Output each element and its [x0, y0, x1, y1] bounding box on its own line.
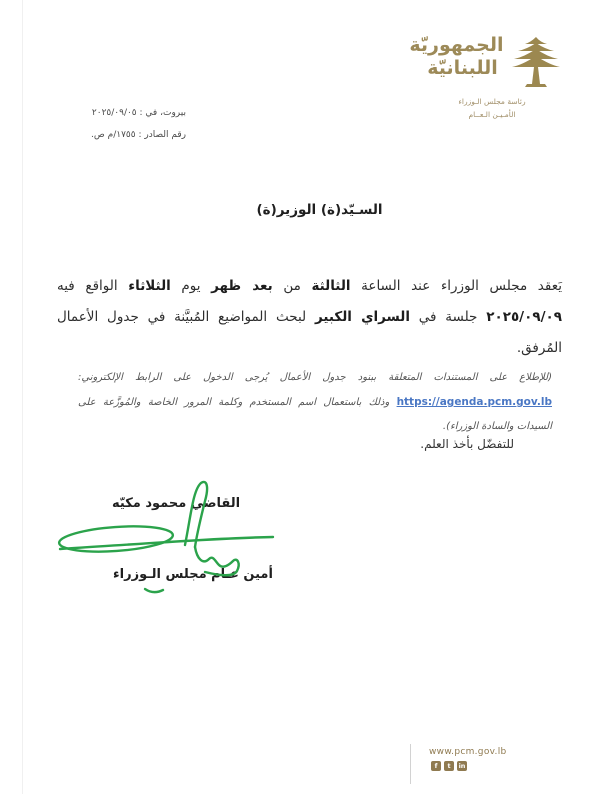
footer-divider — [410, 744, 411, 784]
signatory-title: أمين عـام مجلس الـوزراء — [113, 567, 273, 582]
republic-calligraphy — [409, 34, 504, 80]
facebook-icon[interactable]: f — [431, 761, 441, 771]
salutation: السـيّد(ة) الوزير(ة) — [256, 202, 383, 218]
note-closing-text: وذلك باستعمال اسم المستخدم وكلمة المرور الخاصة والمُوزَّعة على السيدات والسادة الوزراء). — [78, 397, 552, 432]
body-time-bold: الثالثة — [311, 278, 351, 294]
session-announcement-paragraph — [57, 271, 562, 364]
agenda-access-note — [78, 366, 552, 439]
social-icons-row — [431, 761, 467, 771]
org-title-line: الأمـيـن الـعــام — [468, 110, 516, 119]
letter-date: بيروت، في : ٢٠٢٥/٠٩/٠٥ — [91, 108, 186, 118]
closing-line: للتفضّل بأخذ العلم. — [420, 437, 514, 451]
body-segment: جلسة في — [409, 309, 487, 325]
body-segment: الواقع فيه — [57, 278, 129, 294]
calligraphy-line2: اللبنانيّة — [427, 57, 498, 79]
note-opening-text: (للإطلاع على المستندات المتعلقة ببنود جدول الأعمال يُرجى الدخول على الرابط الإلكتروني: — [78, 372, 552, 383]
twitter-icon[interactable]: t — [444, 761, 454, 771]
handwritten-signature — [45, 475, 285, 605]
body-segment: يَعقد مجلس الوزراء عند الساعة — [350, 278, 562, 294]
letter-meta — [60, 102, 186, 146]
body-segment: لبحث المواضيع المُبيَّنة في جدول الأعمال المُرفق. — [57, 309, 562, 356]
body-venue-bold: السراي الكبير — [314, 309, 410, 325]
emblem-top-row — [409, 34, 563, 88]
linkedin-icon[interactable]: in — [458, 761, 466, 770]
letter-ref-number: رقم الصادر : ١٧٥٥/م ص. — [91, 130, 186, 140]
org-name-line: رئاسة مجلس الـوزراء — [458, 97, 526, 106]
body-date-bold: ٢٠٢٥/٠٩/٠٩ — [486, 309, 562, 325]
body-afternoon-bold: بعد ظهر — [211, 278, 273, 294]
cedar-tree-icon — [509, 34, 563, 88]
agenda-link[interactable]: https://agenda.pcm.gov.lb — [396, 396, 552, 408]
calligraphy-line1: الجمهوريّة — [409, 34, 504, 56]
pcm-emblem — [409, 34, 563, 119]
scan-edge-line — [22, 0, 23, 794]
body-day-bold: الثلاثاء — [128, 278, 171, 294]
body-segment: من — [272, 278, 312, 294]
body-segment: يوم — [170, 278, 212, 294]
website-url[interactable]: www.pcm.gov.lb — [429, 747, 507, 757]
signatory-name: القاضي محمود مكيّه — [112, 496, 241, 511]
